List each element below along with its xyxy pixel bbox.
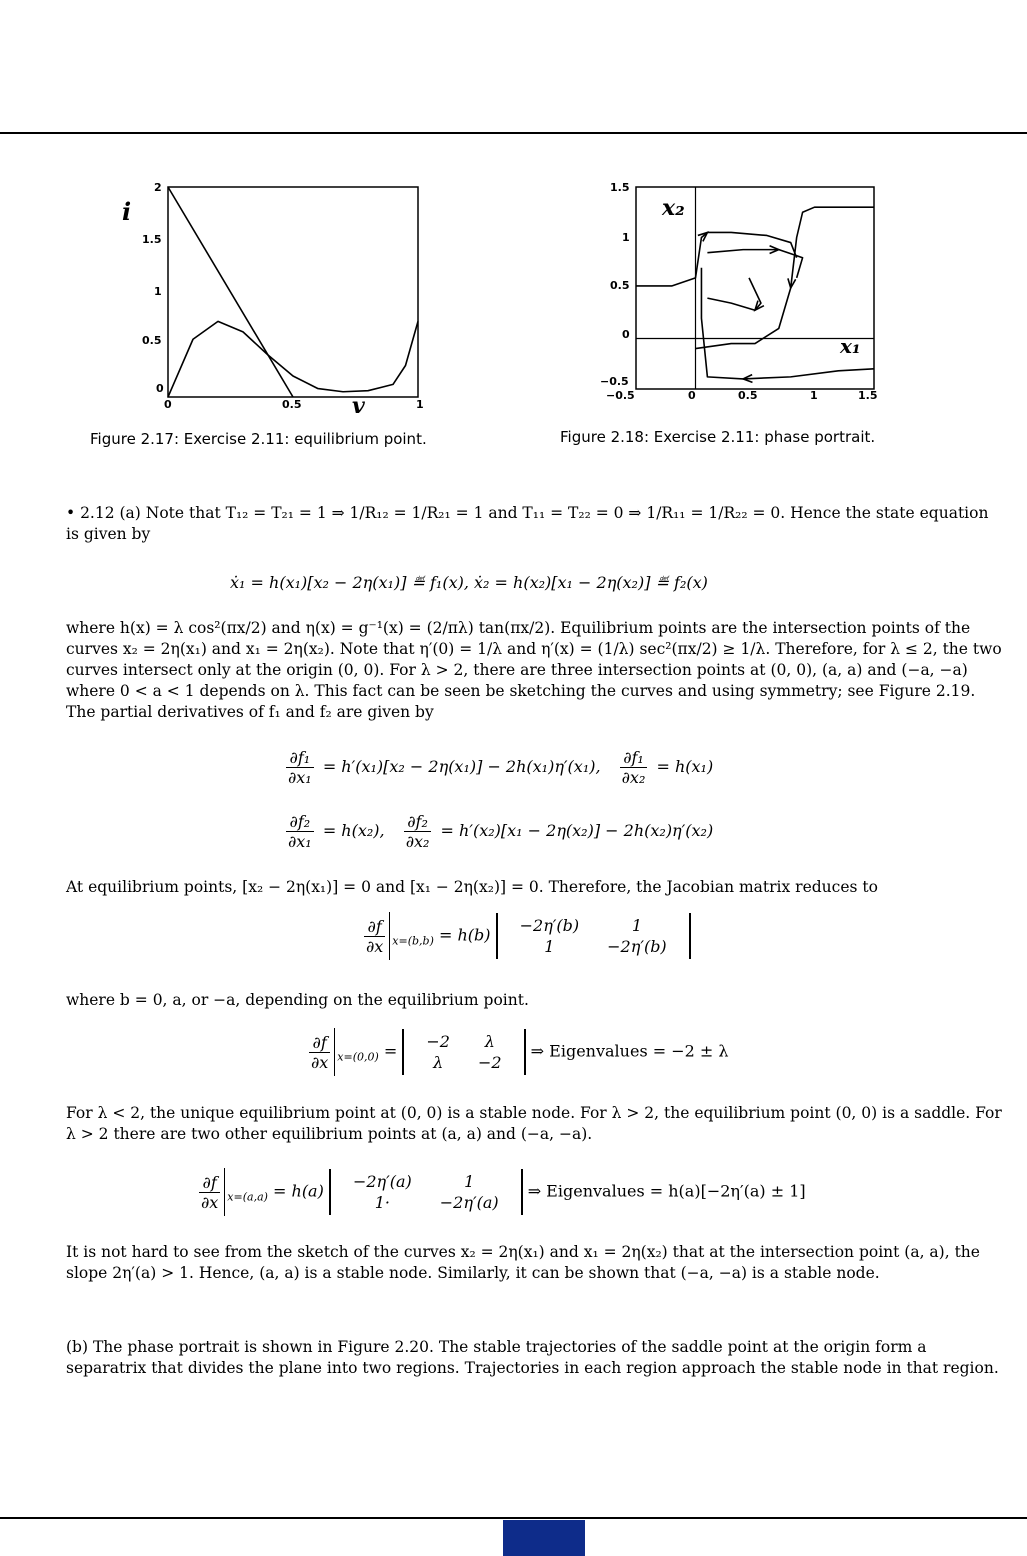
numerator: ∂f₁ — [286, 748, 314, 768]
x-tick: 0 — [164, 398, 172, 411]
bottom-rule — [0, 1517, 1027, 1519]
series-line-traj1 — [636, 232, 797, 286]
eigenvalues-origin: ⇒ Eigenvalues = −2 ± λ — [530, 1041, 729, 1061]
series-line-traj2 — [696, 207, 875, 348]
matrix-cell: −2η′(a) — [352, 1172, 412, 1191]
y-tick: 0 — [156, 382, 164, 395]
series-line-traj5 — [707, 278, 761, 310]
y-tick: 0.5 — [610, 279, 630, 292]
denominator: ∂x — [366, 936, 384, 956]
denominator: ∂x — [311, 1052, 329, 1072]
x-tick: 0.5 — [738, 389, 758, 402]
matrix-cell: 1 — [544, 937, 555, 956]
matrix-cell: −2η′(a) — [439, 1193, 499, 1212]
figure-2-17-caption: Figure 2.17: Exercise 2.11: equilibrium point. — [90, 430, 427, 448]
denominator: ∂x₂ — [621, 768, 646, 787]
paragraph-slope: It is not hard to see from the sketch of the curves x₂ = 2η(x₁) and x₁ = 2η(x₂) that at the intersection point (a, a), the slope 2η′(a) > 1. Hence, (a, a) is a stable node. Similarly, it can be shown that (−a, −a) is a stable node. — [66, 1243, 980, 1282]
plot-frame — [168, 187, 418, 397]
y-axis-label: x₂ — [662, 195, 685, 221]
series-line-line — [168, 187, 293, 397]
y-tick: 1 — [154, 285, 162, 298]
eigenvalues-a: ⇒ Eigenvalues = h(a)[−2η′(a) ± 1] — [527, 1181, 806, 1201]
x-tick: 0 — [688, 389, 696, 402]
y-tick: 0 — [622, 328, 630, 341]
df1dx1-expr: = h′(x₁)[x₂ − 2η(x₁)] − 2h(x₁)η′(x₁), — [322, 757, 601, 776]
denominator: ∂x₁ — [288, 768, 312, 787]
y-tick: 1.5 — [142, 233, 162, 246]
matrix-cell: λ — [433, 1053, 444, 1072]
equals: = — [383, 1041, 398, 1061]
partial-derivatives-row1 — [282, 748, 713, 787]
numerator: ∂f — [309, 1033, 330, 1053]
numerator: ∂f₂ — [404, 812, 432, 832]
evaluation-point: x=(a,a) — [227, 1190, 268, 1204]
matrix-cell: 1 — [631, 916, 642, 935]
y-tick: 1.5 — [610, 181, 630, 194]
numerator: ∂f — [199, 1173, 220, 1193]
y-axis-label: i — [122, 197, 132, 226]
matrix-cell: −2 — [477, 1053, 502, 1072]
jacobian-origin — [305, 1028, 729, 1076]
df2dx1-expr: = h(x₂), — [322, 821, 385, 840]
matrix-cell: −2η′(b) — [519, 916, 580, 935]
denominator: ∂x₁ — [288, 832, 312, 851]
page-tab — [503, 1520, 585, 1556]
paragraph-2-12b: (b) The phase portrait is shown in Figure 2.20. The stable trajectories of the saddle point at the origin form a separatrix that divides the plane into two regions. Trajectories in each region approach the stable node in that region. — [66, 1338, 999, 1377]
series-line-curve — [168, 321, 418, 397]
figure-2-18-caption: Figure 2.18: Exercise 2.11: phase portrait. — [560, 428, 876, 446]
x-tick: 0.5 — [282, 398, 302, 411]
matrix-cell: −2 — [426, 1032, 450, 1051]
jacobian-a — [195, 1168, 806, 1216]
state-equation: ẋ₁ = h(x₁)[x₂ − 2η(x₁)] ≝ f₁(x), ẋ₂ = h(x₂)[x₁ − 2η(x₂)] ≝ f₂(x) — [230, 573, 708, 592]
paragraph-jacobian: At equilibrium points, [x₂ − 2η(x₁)] = 0 and [x₁ − 2η(x₂)] = 0. Therefore, the Jacobian matrix reduces to — [66, 878, 878, 896]
x-axis-label: x₁ — [840, 334, 861, 358]
matrix-cell: 1· — [374, 1193, 390, 1212]
jacobian-factor: = h(a) — [273, 1181, 324, 1201]
paragraph-stability: For λ < 2, the unique equilibrium point at (0, 0) is a stable node. For λ > 2, the equilibrium point (0, 0) is a saddle. For λ > 2 there are two other equilibrium points at (a, a) and (−a, −a). — [66, 1104, 1002, 1143]
top-rule — [0, 132, 1027, 134]
paragraph-equilibrium: where h(x) = λ cos²(πx/2) and η(x) = g⁻¹(x) = (2/πλ) tan(πx/2). Equilibrium points are the intersection points of the curves x₂ = 2η(x₁) and x₁ = 2η(x₂). Note that η′(0) = 1/λ and η′(x) = (1/λ) sec²(πx/2) ≥ 1/λ. Therefore, for λ ≤ 2, the two curves intersect only at the origin (0, 0). For λ > 2, there are three intersection points at (0, 0), (a, a) and (−a, −a) where 0 < a < 1 depends on λ. This fact can be seen be sketching the curves and using symmetry; see Figure 2.19. The partial derivatives of f₁ and f₂ are given by — [66, 619, 1002, 721]
paragraph-where-b: where b = 0, a, or −a, depending on the equilibrium point. — [66, 991, 529, 1009]
partial-derivatives-row2 — [282, 812, 713, 851]
matrix-cell: −2η′(b) — [607, 937, 667, 956]
x-tick: −0.5 — [606, 389, 635, 402]
evaluation-point: x=(b,b) — [392, 934, 434, 948]
y-tick: 1 — [622, 231, 630, 244]
series-line-traj4 — [707, 250, 802, 278]
numerator: ∂f₁ — [620, 748, 648, 768]
y-tick: 2 — [154, 181, 162, 194]
df2dx2-expr: = h′(x₂)[x₁ − 2η(x₂)] − 2h(x₂)η′(x₂) — [440, 821, 714, 840]
jacobian-general — [360, 912, 691, 960]
y-tick: −0.5 — [600, 375, 629, 388]
denominator: ∂x₂ — [405, 832, 430, 851]
evaluation-point: x=(0,0) — [337, 1050, 379, 1064]
jacobian-factor: = h(b) — [438, 925, 491, 945]
x-axis-label: v — [352, 393, 365, 419]
matrix-cell: 1 — [464, 1172, 475, 1191]
x-tick: 1.5 — [858, 389, 878, 402]
figure-2-17 — [120, 170, 424, 420]
df1dx2-expr: = h(x₁) — [656, 757, 714, 776]
denominator: ∂x — [201, 1192, 219, 1212]
x-tick: 1 — [416, 398, 424, 411]
paragraph-2-12a: • 2.12 (a) Note that T₁₂ = T₂₁ = 1 ⇒ 1/R₁₂ = 1/R₂₁ = 1 and T₁₁ = T₂₂ = 0 ⇒ 1/R₁₁ = 1/R₂₂ = 0. Hence the state equation is given by — [66, 504, 989, 543]
y-tick: 0.5 — [142, 334, 162, 347]
series-line-traj3 — [701, 268, 874, 379]
matrix-cell: λ — [484, 1032, 495, 1051]
x-tick: 1 — [810, 389, 818, 402]
figure-2-18 — [590, 175, 890, 405]
numerator: ∂f₂ — [286, 812, 314, 832]
numerator: ∂f — [364, 917, 385, 937]
